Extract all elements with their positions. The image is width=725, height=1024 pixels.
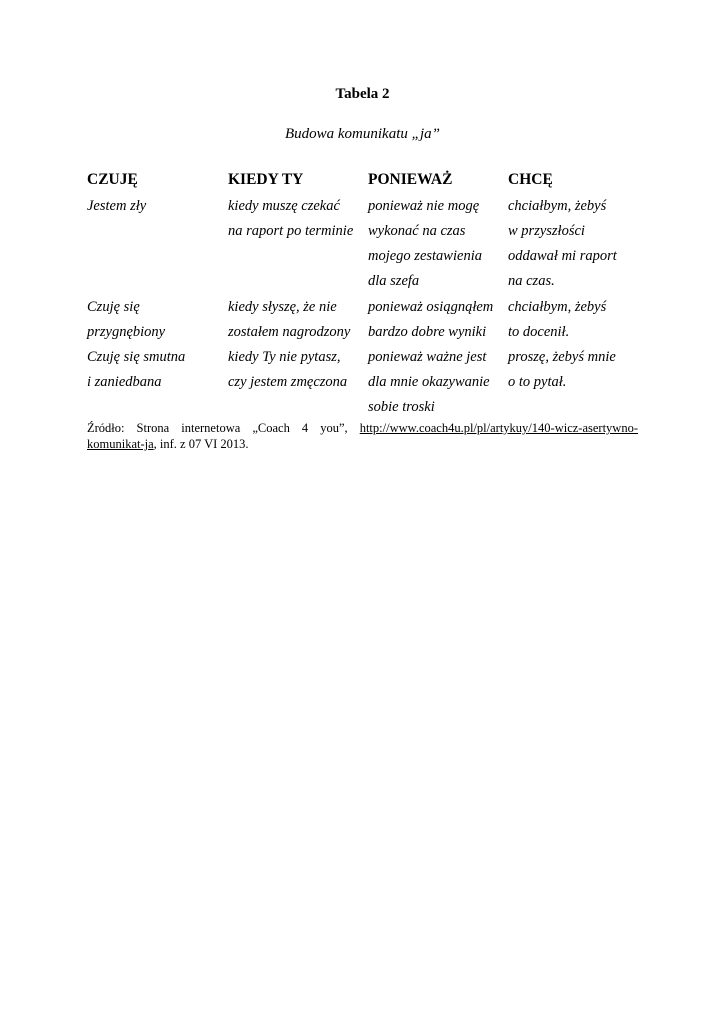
table-cell: sobie troski bbox=[368, 399, 435, 415]
table-cell: chciałbym, żebyś bbox=[508, 198, 607, 214]
table-cell: dla szefa bbox=[368, 273, 420, 289]
table-cell: o to pytał. bbox=[508, 374, 567, 390]
source-prefix: Źródło: Strona internetowa „Coach 4 you”, bbox=[87, 421, 360, 435]
table-cell: ponieważ osiągnąłem bbox=[368, 299, 494, 315]
table-cell: Czuję się bbox=[87, 299, 140, 315]
source-link[interactable]: http://www.coach4u.pl/pl/artykuy/140-wicz-asertywno-komunikat-ja bbox=[87, 421, 638, 451]
table-cell: kiedy słyszę, że nie bbox=[228, 299, 337, 315]
header-czuje: CZUJĘ bbox=[87, 171, 138, 188]
table-cell: ponieważ ważne jest bbox=[368, 349, 487, 365]
table-cell: przygnębiony bbox=[87, 324, 166, 340]
table-title: Budowa komunikatu „ja” bbox=[284, 126, 440, 142]
table-cell: oddawał mi raport bbox=[508, 248, 617, 264]
table-label: Tabela 2 bbox=[335, 86, 390, 102]
table-cell: wykonać na czas bbox=[368, 223, 466, 239]
source-suffix: , inf. z 07 VI 2013. bbox=[153, 437, 249, 451]
table-cell: ponieważ nie mogę bbox=[368, 198, 480, 214]
table-cell: mojego zestawienia bbox=[368, 248, 482, 264]
table-cell: na czas. bbox=[508, 273, 555, 289]
table-cell: kiedy Ty nie pytasz, bbox=[228, 349, 341, 365]
table-cell: proszę, żebyś mnie bbox=[508, 349, 616, 365]
table-cell: zostałem nagrodzony bbox=[228, 324, 351, 340]
table-cell: to docenił. bbox=[508, 324, 570, 340]
table-cell: dla mnie okazywanie bbox=[368, 374, 490, 390]
table-cell: na raport po terminie bbox=[228, 223, 354, 239]
header-chce: CHCĘ bbox=[508, 171, 553, 188]
table-cell: w przyszłości bbox=[508, 223, 585, 239]
header-kiedy-ty: KIEDY TY bbox=[228, 171, 304, 188]
header-poniewaz: PONIEWAŻ bbox=[368, 171, 453, 188]
table-cell: i zaniedbana bbox=[87, 374, 162, 390]
source-note bbox=[87, 420, 638, 452]
table-cell: bardzo dobre wyniki bbox=[368, 324, 487, 340]
table-cell: chciałbym, żebyś bbox=[508, 299, 607, 315]
table-cell: kiedy muszę czekać bbox=[228, 198, 340, 214]
table-cell: czy jestem zmęczona bbox=[228, 374, 348, 390]
table-cell: Jestem zły bbox=[87, 198, 147, 214]
table-cell: Czuję się smutna bbox=[87, 349, 186, 365]
